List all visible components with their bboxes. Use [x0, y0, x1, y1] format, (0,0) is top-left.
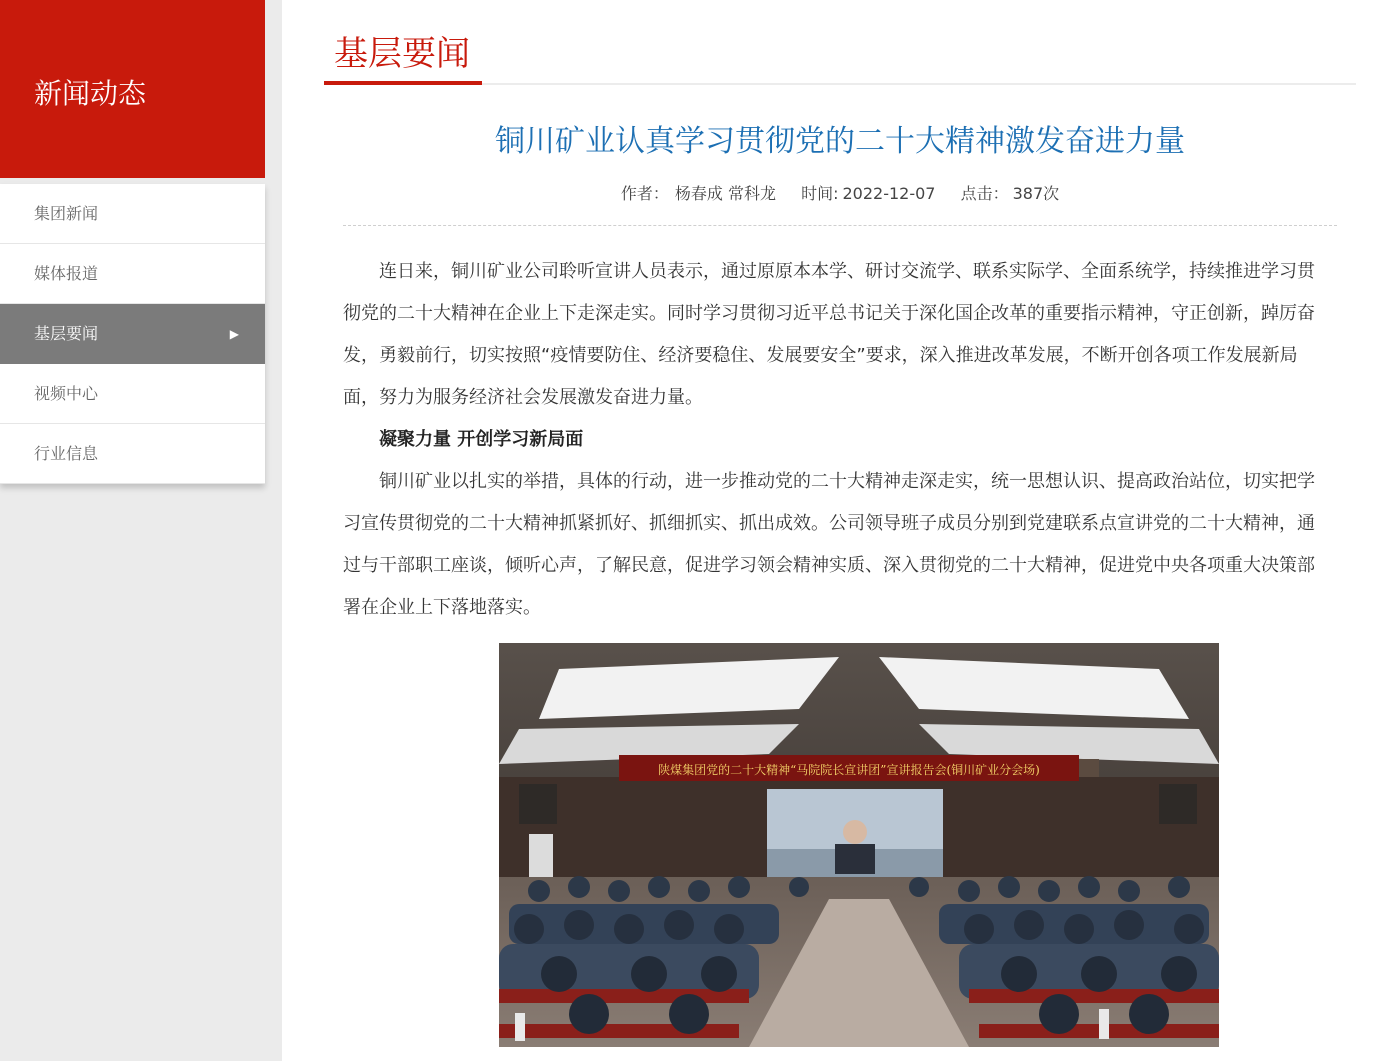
- author-label: 作者：: [620, 184, 669, 203]
- article-body: [343, 251, 1323, 629]
- clicks-field: [961, 184, 1060, 203]
- author-field: [621, 184, 776, 203]
- article-subheading: 凝聚力量 开创学习新局面: [379, 429, 584, 450]
- time-field: [801, 184, 935, 203]
- time-value: 2022-12-07: [842, 184, 936, 203]
- article-title: 铜川矿业认真学习贯彻党的二十大精神激发奋进力量: [495, 124, 1185, 159]
- sidebar: [0, 0, 265, 484]
- sidebar-item-label: 集团新闻: [34, 204, 99, 223]
- sidebar-item-label: 视频中心: [34, 384, 99, 403]
- section-title: 基层要闻: [334, 34, 470, 74]
- sidebar-item-media-reports[interactable]: [0, 244, 265, 304]
- main-content: [282, 0, 1394, 1061]
- photo-banner-text: 陕煤集团党的二十大精神“马院院长宣讲团”宣讲报告会(铜川矿业分会场): [658, 763, 1040, 777]
- sidebar-item-label: 行业信息: [34, 444, 99, 463]
- sidebar-item-group-news[interactable]: [0, 184, 265, 244]
- section-header: [324, 0, 1356, 85]
- sidebar-title: 新闻动态: [0, 0, 265, 178]
- time-label: 时间:: [801, 184, 839, 203]
- article-photo: [499, 629, 1219, 1047]
- sidebar-item-grassroots-news[interactable]: [0, 304, 265, 364]
- author-value: 杨春成 常科龙: [674, 184, 776, 203]
- article-paragraph: 铜川矿业以扎实的举措，具体的行动，进一步推动党的二十大精神走深走实，统一思想认识、提高政治站位，切实把学习宣传贯彻党的二十大精神抓紧抓好、抓细抓实、抓出成效。公司领导班子成员分别到党建联系点宣讲党的二十大精神，通过与干部职工座谈，倾听心声，了解民意，促进学习领会精神实质、深入贯彻党的二十大精神，促进党中央各项重大决策部署在企业上下落地落实。: [343, 471, 1315, 618]
- sidebar-item-label: 媒体报道: [34, 264, 99, 283]
- article-meta: [343, 181, 1337, 204]
- section-title-underline: [324, 81, 482, 85]
- sidebar-item-industry-info[interactable]: [0, 424, 265, 484]
- clicks-label: 点击：: [960, 184, 1009, 203]
- article-paragraph: 连日来，铜川矿业公司聆听宣讲人员表示，通过原原本本学、研讨交流学、联系实际学、全面系统学，持续推进学习贯彻党的二十大精神在企业上下走深走实。同时学习贯彻习近平总书记关于深化国企改革的重要指示精神，守正创新，踔厉奋发，勇毅前行，切实按照“疫情要防住、经济要稳住、发展要安全”要求，深入推进改革发展，不断开创各项工作发展新局面，努力为服务经济社会发展激发奋进力量。: [343, 261, 1315, 408]
- clicks-value: 387次: [1012, 184, 1060, 203]
- play-triangle-icon: ▶: [229, 327, 239, 341]
- sidebar-item-label: 基层要闻: [34, 324, 99, 343]
- meta-divider: [343, 225, 1337, 226]
- sidebar-nav: [0, 184, 265, 484]
- sidebar-item-video-center[interactable]: [0, 364, 265, 424]
